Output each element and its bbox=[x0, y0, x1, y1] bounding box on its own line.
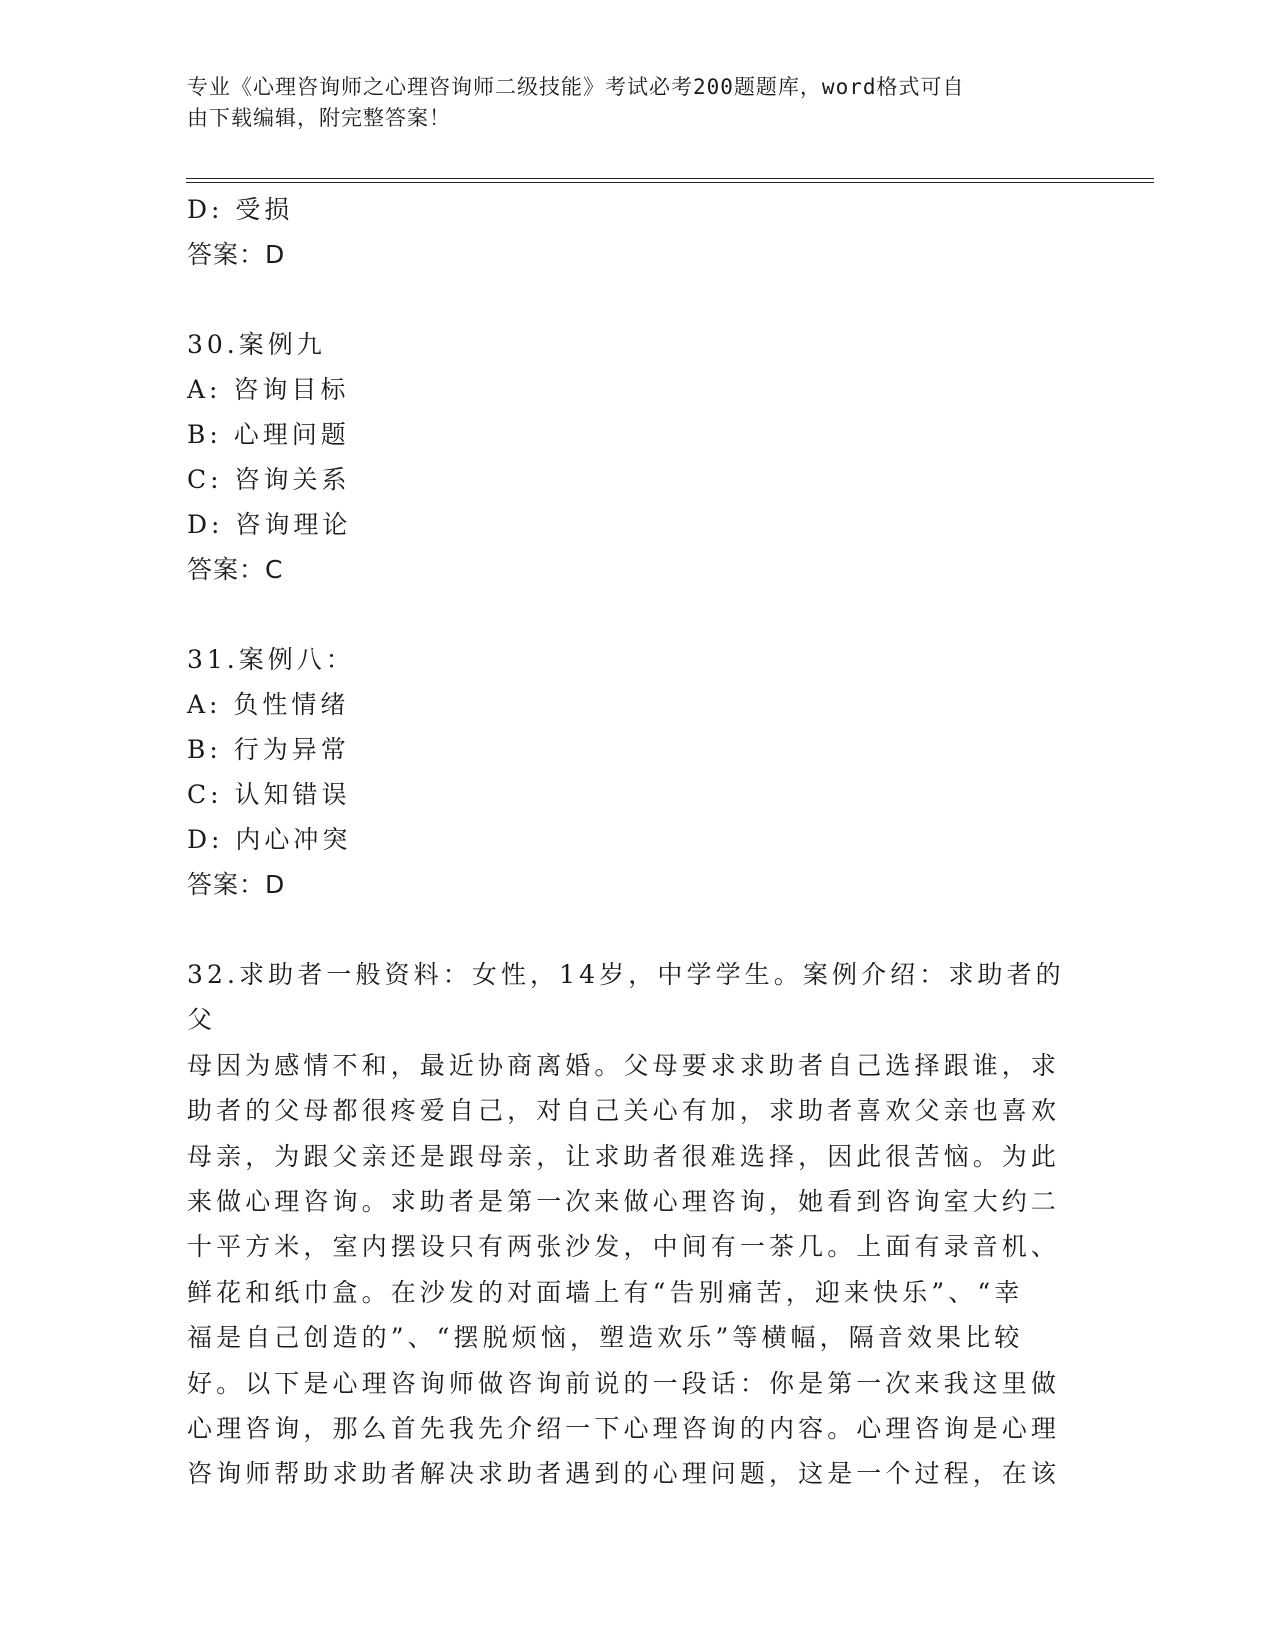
paragraph-line: 咨询师帮助求助者解决求助者遇到的心理问题，这是一个过程，在该 bbox=[187, 1459, 1061, 1489]
option-b: B: 心理问题 bbox=[187, 420, 350, 449]
spacer bbox=[187, 277, 1087, 322]
paragraph-line: 好。以下是心理咨询师做咨询前说的一段话：你是第一次来我这里做 bbox=[187, 1368, 1061, 1398]
spacer bbox=[187, 907, 1087, 952]
question-31 bbox=[187, 637, 1087, 907]
question-stem: 31.案例八： bbox=[187, 645, 355, 674]
paragraph-line: 来做心理咨询。求助者是第一次来做心理咨询，她看到咨询室大约二 bbox=[187, 1187, 1061, 1217]
option-b: B: 行为异常 bbox=[187, 735, 350, 764]
header-line-1: 专业《心理咨询师之心理咨询师二级技能》考试必考200题题库，word格式可自 bbox=[187, 75, 965, 99]
document-header bbox=[187, 72, 1067, 134]
document-body bbox=[187, 187, 1087, 1497]
header-line-2: 由下载编辑，附完整答案！ bbox=[187, 106, 451, 130]
answer-line: 答案：C bbox=[187, 555, 284, 584]
paragraph-line: 助者的父母都很疼爱自己，对自己关心有加，求助者喜欢父亲也喜欢 bbox=[187, 1096, 1061, 1126]
answer-line: 答案：D bbox=[187, 240, 286, 269]
paragraph-line: 福是自己创造的”、“摆脱烦恼，塑造欢乐”等横幅，隔音效果比较 bbox=[187, 1323, 1024, 1353]
previous-question-fragment bbox=[187, 187, 1087, 277]
spacer bbox=[187, 592, 1087, 637]
paragraph-line: 心理咨询，那么首先我先介绍一下心理咨询的内容。心理咨询是心理 bbox=[187, 1414, 1061, 1444]
option-d: D: 内心冲突 bbox=[187, 825, 352, 854]
option-a: A: 咨询目标 bbox=[187, 375, 350, 404]
option-c: C: 咨询关系 bbox=[187, 465, 351, 494]
paragraph-line: 十平方米，室内摆设只有两张沙发，中间有一茶几。上面有录音机、 bbox=[187, 1232, 1061, 1262]
option-a: A: 负性情绪 bbox=[187, 690, 350, 719]
option-d: D: 咨询理论 bbox=[187, 510, 352, 539]
paragraph-line: 母亲，为跟父亲还是跟母亲，让求助者很难选择，因此很苦恼。为此 bbox=[187, 1141, 1061, 1171]
header-divider-bottom bbox=[186, 182, 1154, 183]
answer-line: 答案：D bbox=[187, 870, 286, 899]
paragraph-line: 母因为感情不和，最近协商离婚。父母要求求助者自己选择跟谁，求 bbox=[187, 1050, 1061, 1080]
header-divider-top bbox=[186, 178, 1154, 179]
paragraph-line: 鲜花和纸巾盒。在沙发的对面墙上有“告别痛苦，迎来快乐”、“幸 bbox=[187, 1277, 1024, 1307]
question-stem: 30.案例九 bbox=[187, 330, 326, 359]
paragraph-line: 32.求助者一般资料：女性，14岁，中学学生。案例介绍：求助者的父 bbox=[187, 960, 1065, 1035]
question-32-paragraph bbox=[187, 952, 1087, 1497]
option-c: C: 认知错误 bbox=[187, 780, 351, 809]
question-30 bbox=[187, 322, 1087, 592]
option-d: D: 受损 bbox=[187, 195, 294, 224]
